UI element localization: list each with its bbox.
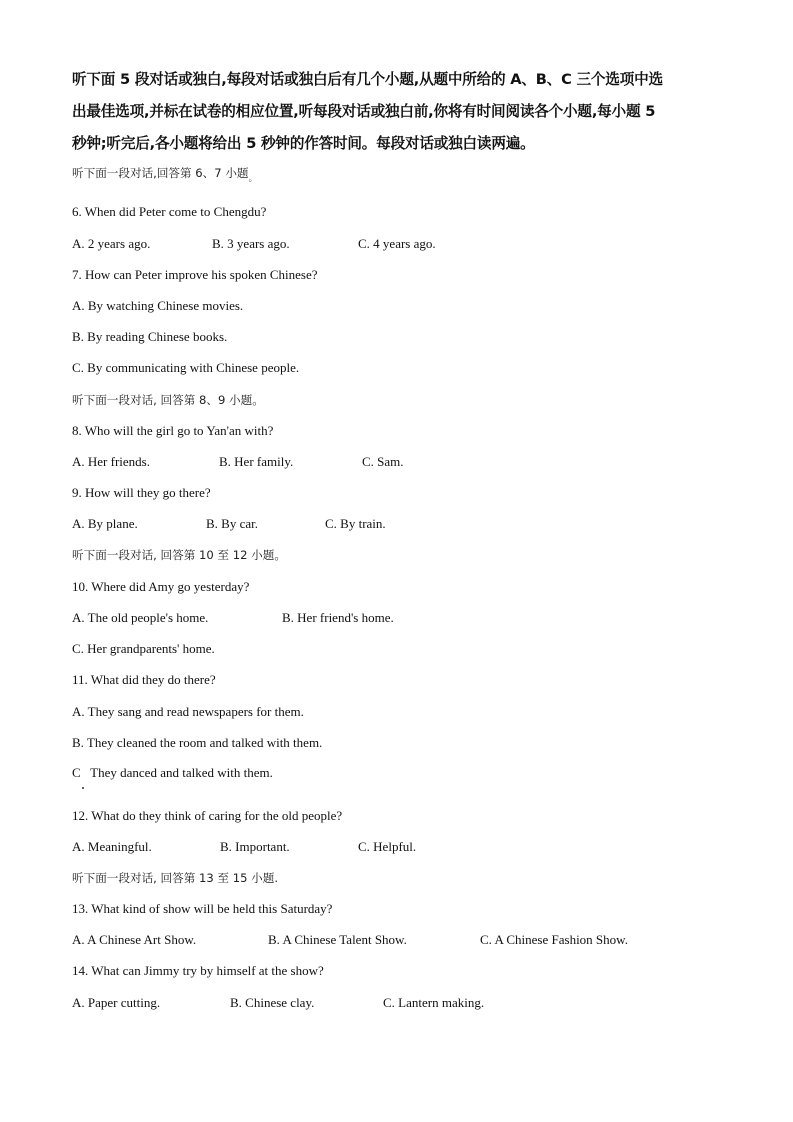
section-heading-period: 。 <box>248 174 258 184</box>
question-12-option-b[interactable]: B. Important. <box>220 839 290 854</box>
question-13-option-c[interactable]: C. A Chinese Fashion Show. <box>480 932 628 947</box>
question-9-option-a[interactable]: A. By plane. <box>72 516 138 531</box>
stray-dot-mark <box>82 787 84 789</box>
question-9-option-c[interactable]: C. By train. <box>325 516 386 531</box>
question-6-option-b[interactable]: B. 3 years ago. <box>212 236 290 251</box>
question-7-option-b[interactable]: B. By reading Chinese books. <box>72 329 228 344</box>
question-6-option-c[interactable]: C. 4 years ago. <box>358 236 436 251</box>
question-8-stem: 8. Who will the girl go to Yan'an with? <box>72 423 274 438</box>
question-11-stem: 11. What did they do there? <box>72 672 216 687</box>
question-11-option-b[interactable]: B. They cleaned the room and talked with them. <box>72 735 323 750</box>
question-14-option-a[interactable]: A. Paper cutting. <box>72 995 161 1010</box>
question-13-option-a[interactable]: A. A Chinese Art Show. <box>72 932 197 947</box>
question-13-option-b[interactable]: B. A Chinese Talent Show. <box>268 932 407 947</box>
question-12-stem: 12. What do they think of caring for the old people? <box>72 808 343 823</box>
instructions-line-3: 秒钟;听完后,各小题将给出 5 秒钟的作答时间。每段对话或独白读两遍。 <box>72 135 535 152</box>
section-heading-q8-9: 听下面一段对话, 回答第 8、9 小题。 <box>72 393 264 407</box>
question-11-option-a[interactable]: A. They sang and read newspapers for them. <box>72 704 304 719</box>
question-7-option-a[interactable]: A. By watching Chinese movies. <box>72 298 244 313</box>
question-10-stem: 10. Where did Amy go yesterday? <box>72 579 250 594</box>
question-7-option-c[interactable]: C. By communicating with Chinese people. <box>72 360 300 375</box>
question-14-stem: 14. What can Jimmy try by himself at the show? <box>72 963 324 978</box>
question-6-stem: 6. When did Peter come to Chengdu? <box>72 204 267 219</box>
question-13-stem: 13. What kind of show will be held this Saturday? <box>72 901 333 916</box>
question-9-option-b[interactable]: B. By car. <box>206 516 258 531</box>
question-10-option-c[interactable]: C. Her grandparents' home. <box>72 641 215 656</box>
section-heading-q6-7 <box>72 164 258 188</box>
question-14-option-c[interactable]: C. Lantern making. <box>383 995 485 1010</box>
instructions-line-2: 出最佳选项,并标在试卷的相应位置,听每段对话或独白前,你将有时间阅读各个小题,每小题 5 <box>72 103 656 120</box>
instructions-line-1: 听下面 5 段对话或独白,每段对话或独白后有几个小题,从题中所给的 A、B、C 三个选项中选 <box>72 71 663 88</box>
question-7-stem: 7. How can Peter improve his spoken Chinese? <box>72 267 318 282</box>
section-heading-text: 听下面一段对话,回答第 6、7 小题 <box>72 166 249 180</box>
question-8-option-b[interactable]: B. Her family. <box>219 454 294 469</box>
question-6-option-a[interactable]: A. 2 years ago. <box>72 236 151 251</box>
question-8-option-a[interactable]: A. Her friends. <box>72 454 150 469</box>
question-8-option-c[interactable]: C. Sam. <box>362 454 404 469</box>
section-heading-q10-12: 听下面一段对话, 回答第 10 至 12 小题。 <box>72 548 286 562</box>
question-14-option-b[interactable]: B. Chinese clay. <box>230 995 315 1010</box>
question-10-option-b[interactable]: B. Her friend's home. <box>282 610 394 625</box>
question-12-option-a[interactable]: A. Meaningful. <box>72 839 152 854</box>
listening-instructions <box>72 64 722 160</box>
question-11-option-c[interactable]: C They danced and talked with them. <box>72 765 273 780</box>
section-heading-q13-15: 听下面一段对话, 回答第 13 至 15 小题. <box>72 871 279 885</box>
question-12-option-c[interactable]: C. Helpful. <box>358 839 417 854</box>
question-10-option-a[interactable]: A. The old people's home. <box>72 610 209 625</box>
question-9-stem: 9. How will they go there? <box>72 485 211 500</box>
